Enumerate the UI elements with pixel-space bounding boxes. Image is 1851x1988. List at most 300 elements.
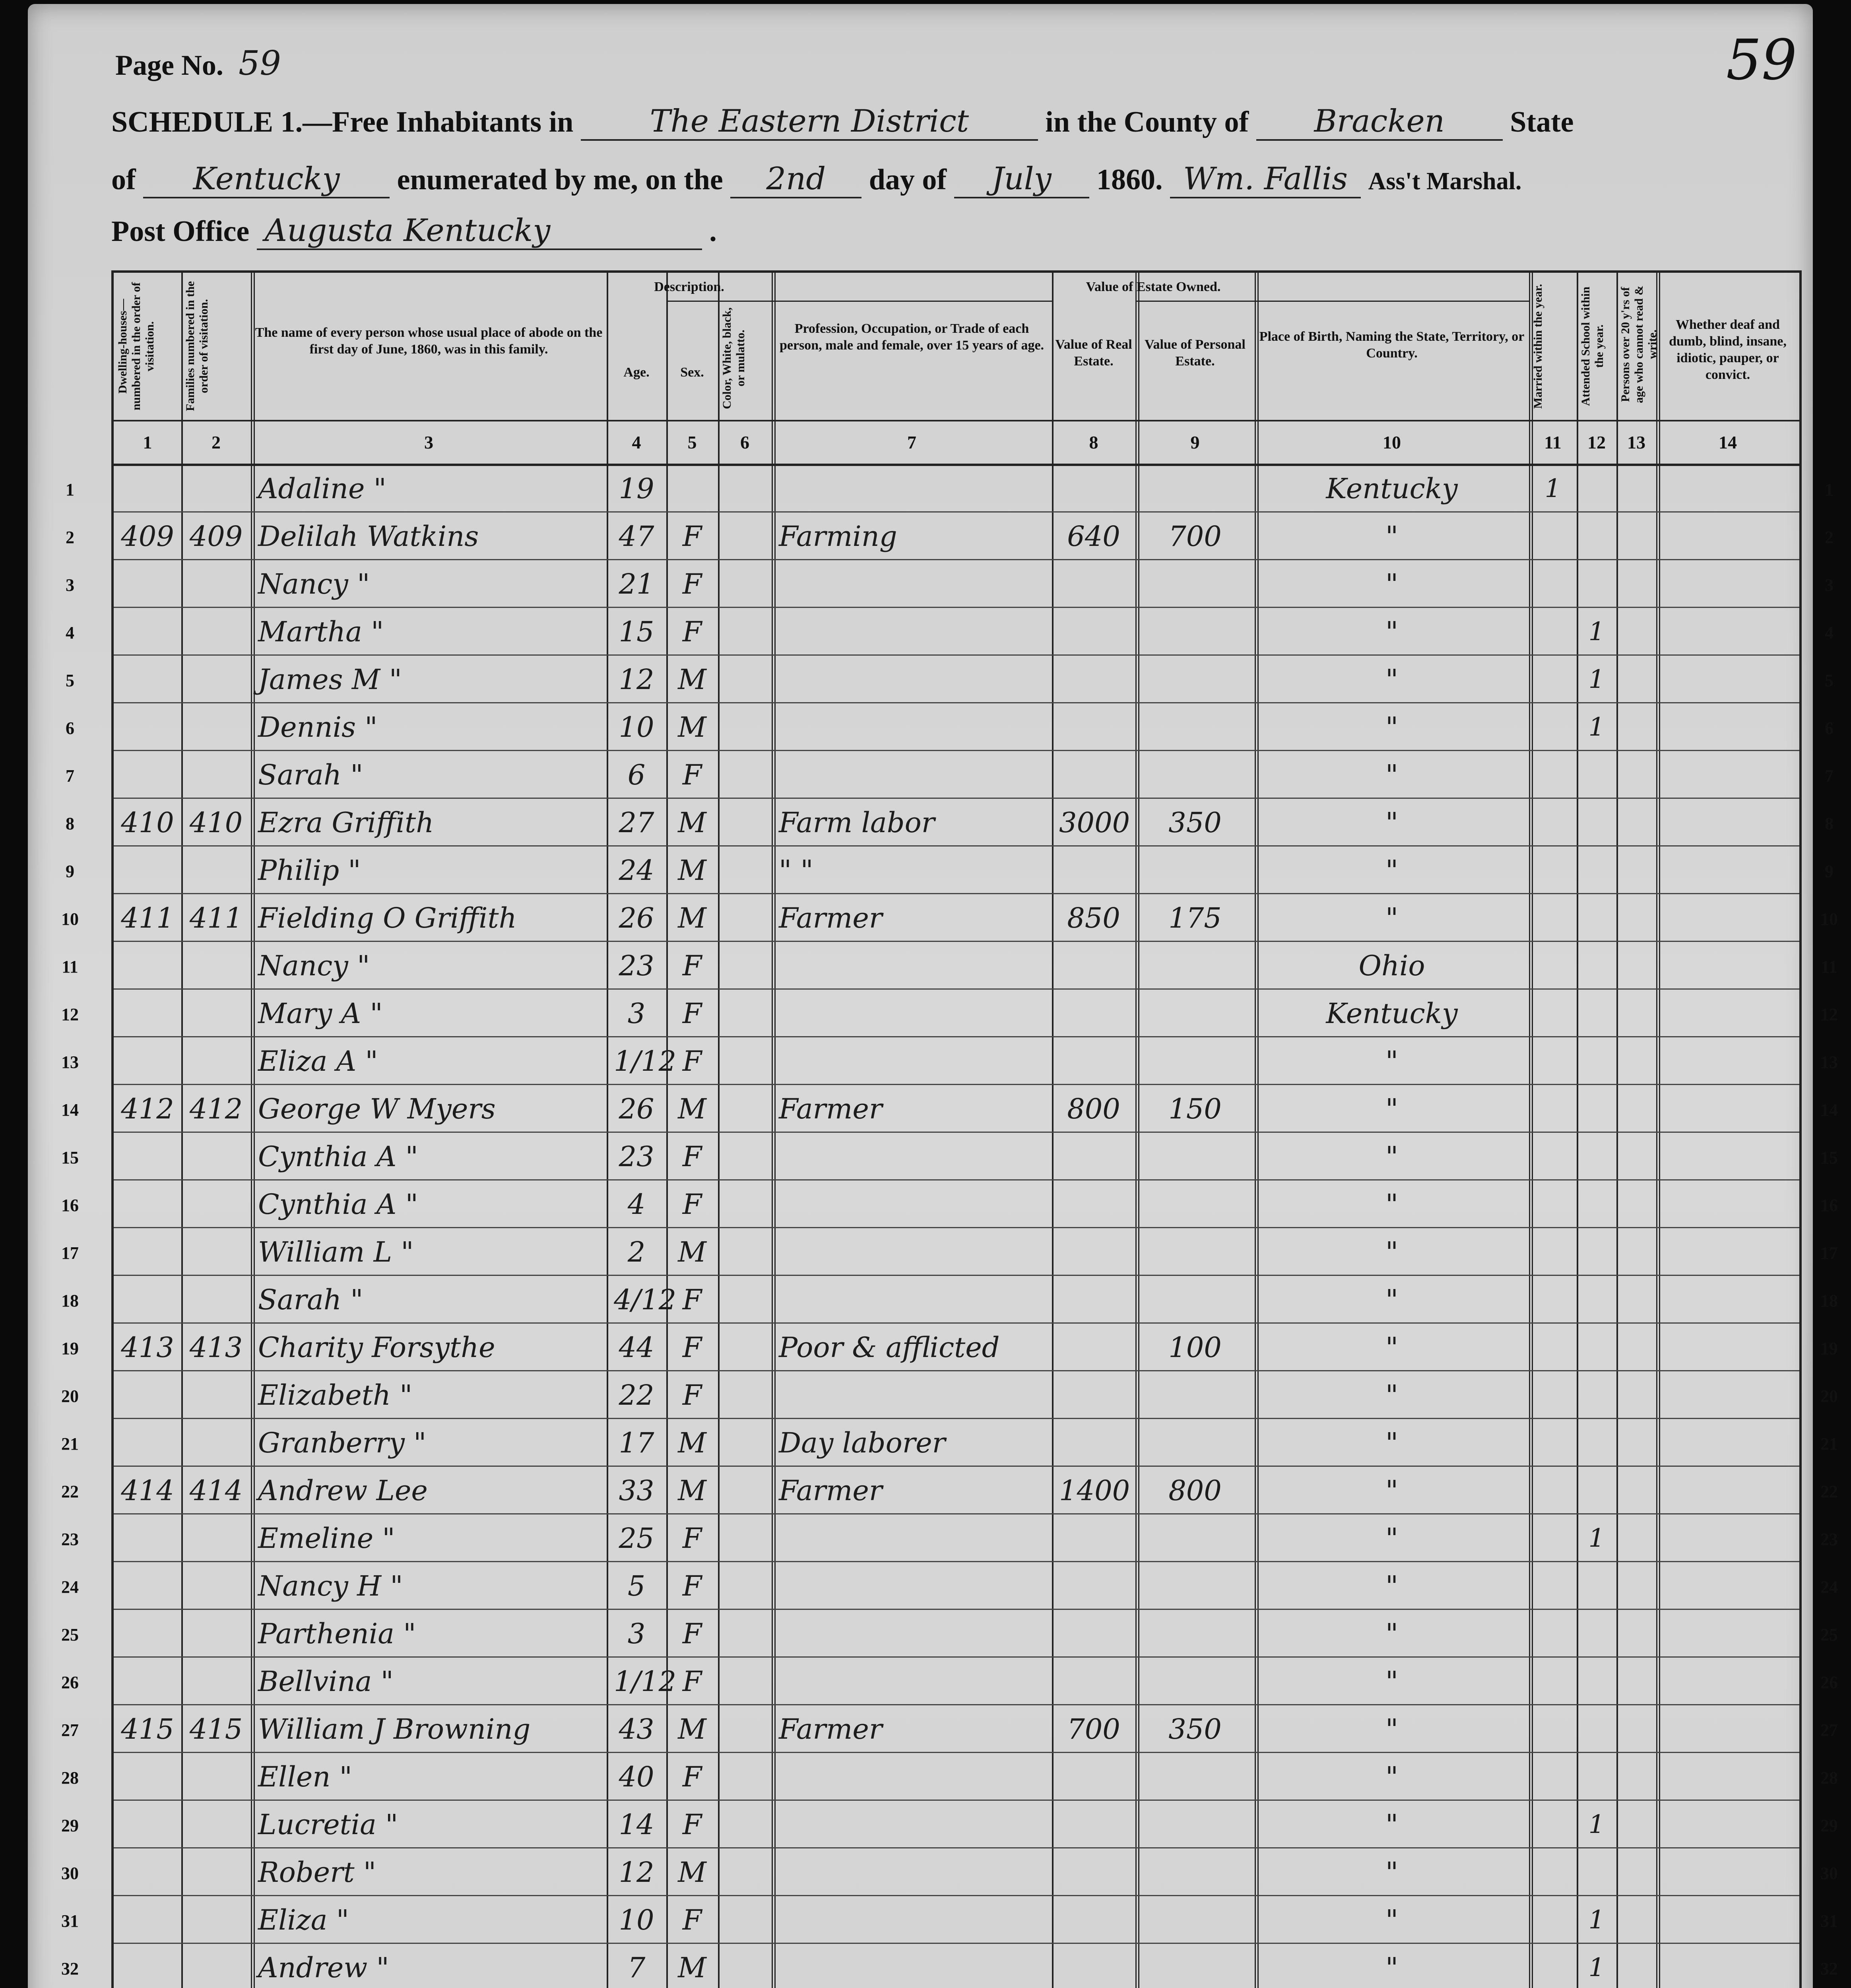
row-rule (114, 1513, 1799, 1514)
row-number-right: 26 (1820, 1673, 1838, 1692)
cell-s: 1 (1588, 617, 1605, 646)
column-rule (251, 273, 255, 1988)
column-header-c9: Value of Personal Estate. (1145, 337, 1246, 369)
cell-birth: " (1385, 615, 1399, 648)
column-number: 8 (1089, 432, 1098, 452)
cell-birth: " (1385, 1713, 1399, 1745)
column-rule (1616, 273, 1618, 1988)
row-rule (114, 1322, 1799, 1324)
row-number-right: 5 (1825, 671, 1834, 690)
marshal-label: Ass't Marshal. (1368, 168, 1522, 195)
column-rule (1577, 273, 1578, 1988)
cell-sex: M (678, 1474, 706, 1507)
row-rule (114, 702, 1799, 703)
row-number-left: 10 (61, 909, 79, 929)
row-number-left: 25 (61, 1625, 79, 1644)
row-rule (114, 1370, 1799, 1371)
post-office-label: Post Office (111, 215, 250, 248)
cell-birth: " (1385, 1951, 1399, 1984)
cell-sex: F (682, 568, 702, 600)
column-number: 13 (1627, 432, 1645, 452)
row-number-left: 32 (61, 1959, 79, 1978)
schedule-title: SCHEDULE 1.—Free Inhabitants in (111, 106, 574, 138)
column-number: 4 (632, 432, 641, 452)
row-number-right: 15 (1820, 1148, 1838, 1167)
row-number-right: 27 (1820, 1720, 1838, 1740)
cell-sex: F (682, 1045, 702, 1077)
cell-birth: " (1385, 854, 1399, 887)
cell-sex: F (682, 1808, 702, 1841)
cell-sex: F (682, 615, 702, 648)
column-number: 1 (143, 432, 152, 452)
cell-birth: " (1385, 1236, 1399, 1268)
cell-age: 1/12 (614, 1665, 677, 1698)
row-number-left: 2 (66, 528, 74, 547)
column-rule (1529, 273, 1533, 1988)
cell-fam: 409 (189, 520, 243, 553)
row-number-left: 17 (61, 1243, 79, 1263)
cell-age: 17 (619, 1427, 654, 1459)
cell-fam: 410 (189, 806, 243, 839)
cell-age: 2 (627, 1236, 646, 1268)
column-header-c3: The name of every person whose usual place of abode on the first day of June, 1860, was in this family. (255, 325, 603, 357)
cell-age: 24 (619, 854, 654, 887)
enumeration-line (111, 161, 1521, 198)
row-number-left: 29 (61, 1816, 79, 1835)
row-number-right: 9 (1825, 862, 1834, 881)
cell-dw: 413 (121, 1331, 174, 1364)
enumerated-label: enumerated by me, on the (397, 163, 723, 196)
cell-age: 26 (619, 1093, 654, 1125)
cell-birth: " (1385, 1093, 1399, 1125)
cell-name: Bellvina " (258, 1665, 394, 1698)
schedule-line (111, 103, 1574, 141)
cell-sex: M (678, 1856, 706, 1889)
page-number: 59 (238, 44, 281, 83)
cell-age: 5 (627, 1570, 646, 1602)
cell-name: Eliza A " (258, 1045, 378, 1077)
cell-real: 800 (1067, 1093, 1120, 1125)
cell-sex: M (678, 1713, 706, 1745)
row-number-right: 3 (1825, 575, 1834, 595)
row-rule (114, 988, 1799, 990)
cell-sex: M (678, 1427, 706, 1459)
row-rule (114, 1466, 1799, 1467)
cell-birth: " (1385, 1617, 1399, 1650)
state-value: Kentucky (143, 161, 390, 198)
cell-age: 3 (627, 1617, 646, 1650)
cell-birth: " (1385, 1570, 1399, 1602)
cell-age: 4 (627, 1188, 646, 1221)
cell-age: 6 (627, 759, 646, 791)
county-value: Bracken (1256, 103, 1503, 141)
cell-name: Ezra Griffith (258, 806, 434, 839)
cell-age: 27 (619, 806, 654, 839)
cell-real: 640 (1067, 520, 1120, 553)
row-number-left: 4 (66, 623, 74, 643)
cell-birth: " (1385, 711, 1399, 744)
cell-sex: F (682, 1570, 702, 1602)
row-rule (114, 1227, 1799, 1228)
cell-sex: F (682, 997, 702, 1030)
cell-fam: 415 (189, 1713, 243, 1745)
cell-name: Elizabeth " (258, 1379, 413, 1411)
cell-name: Sarah " (258, 1283, 363, 1316)
cell-name: Cynthia A " (258, 1188, 418, 1221)
cell-sex: F (682, 1140, 702, 1173)
cell-name: Martha " (258, 615, 384, 648)
cell-age: 33 (619, 1474, 654, 1507)
cell-sex: F (682, 1188, 702, 1221)
cell-dw: 411 (121, 902, 174, 934)
cell-age: 12 (619, 663, 654, 696)
cell-age: 44 (619, 1331, 654, 1364)
row-number-right: 11 (1821, 957, 1837, 977)
cell-birth: " (1385, 1856, 1399, 1889)
census-sheet (28, 4, 1838, 1988)
cell-sex: F (682, 1331, 702, 1364)
cell-name: William L " (258, 1236, 414, 1268)
cell-age: 4/12 (614, 1283, 677, 1316)
cell-occ: " " (779, 854, 813, 887)
column-header-c2: Families numbered in the order of visitation. (184, 281, 210, 412)
cell-birth: " (1385, 663, 1399, 696)
row-number-left: 14 (61, 1100, 79, 1120)
cell-name: Philip " (258, 854, 361, 887)
cell-occ: Farmer (779, 1474, 883, 1507)
row-number-right: 14 (1820, 1100, 1838, 1120)
cell-s: 1 (1588, 1524, 1605, 1553)
cell-sex: F (682, 949, 702, 982)
day-value: 2nd (730, 161, 861, 198)
row-number-right: 16 (1820, 1196, 1838, 1215)
cell-occ: Farming (779, 520, 897, 553)
day-label: day of (869, 163, 947, 196)
cell-sex: F (682, 1522, 702, 1555)
column-header-c14: Whether deaf and dumb, blind, insane, idiotic, pauper, or convict. (1669, 317, 1787, 382)
column-rule (718, 273, 720, 1988)
row-number-left: 7 (66, 766, 74, 786)
cell-age: 25 (619, 1522, 654, 1555)
row-number-left: 19 (61, 1339, 79, 1358)
cell-name: Ellen " (258, 1761, 352, 1793)
column-rule (1656, 273, 1660, 1988)
column-number: 12 (1587, 432, 1606, 452)
cell-birth: " (1385, 1427, 1399, 1459)
cell-s: 1 (1588, 1810, 1605, 1839)
cell-pers: 800 (1168, 1474, 1222, 1507)
cell-sex: M (678, 1093, 706, 1125)
row-rule (114, 1704, 1799, 1705)
row-number-left: 5 (66, 671, 74, 690)
row-rule (114, 511, 1799, 513)
row-number-right: 17 (1820, 1243, 1838, 1263)
cell-name: Fielding O Griffith (258, 902, 517, 934)
cell-name: Cynthia A " (258, 1140, 418, 1173)
cell-name: Parthenia " (258, 1617, 416, 1650)
cell-fam: 414 (189, 1474, 243, 1507)
cell-age: 19 (619, 472, 654, 505)
column-number: 5 (687, 432, 697, 452)
cell-name: Delilah Watkins (258, 520, 479, 553)
row-number-left: 28 (61, 1768, 79, 1788)
row-number-right: 24 (1820, 1577, 1838, 1597)
row-number-left: 15 (61, 1148, 79, 1167)
cell-sex: M (678, 854, 706, 887)
cell-age: 1/12 (614, 1045, 677, 1077)
row-number-right: 2 (1825, 528, 1834, 547)
number-row-rule (114, 464, 1799, 466)
row-number-right: 8 (1825, 814, 1834, 833)
row-number-right: 21 (1820, 1434, 1838, 1454)
row-rule (114, 607, 1799, 608)
cell-real: 700 (1067, 1713, 1120, 1745)
cell-name: James M " (258, 663, 402, 696)
cell-birth: " (1385, 1474, 1399, 1507)
column-header-c7: Profession, Occupation, or Trade of each person, male and female, over 15 years of age. (779, 321, 1044, 353)
year-value: 1860. (1096, 163, 1163, 196)
post-office-value: Augusta Kentucky (257, 213, 702, 250)
row-number-left: 9 (66, 862, 74, 881)
row-number-right: 13 (1820, 1052, 1838, 1072)
row-number-left: 31 (61, 1911, 79, 1931)
cell-age: 26 (619, 902, 654, 934)
county-label: in the County of (1045, 106, 1249, 138)
cell-sex: M (678, 1951, 706, 1984)
cell-sex: M (678, 806, 706, 839)
row-number-left: 24 (61, 1577, 79, 1597)
cell-birth: " (1385, 1283, 1399, 1316)
cell-occ: Day laborer (779, 1427, 946, 1459)
cell-age: 7 (627, 1951, 646, 1984)
cell-name: Emeline " (258, 1522, 395, 1555)
row-rule (114, 1609, 1799, 1610)
row-number-right: 31 (1820, 1911, 1838, 1931)
row-number-right: 7 (1825, 766, 1834, 786)
cell-birth: Kentucky (1326, 997, 1458, 1030)
row-rule (114, 1800, 1799, 1801)
row-number-left: 16 (61, 1196, 79, 1215)
cell-s: 1 (1588, 665, 1605, 694)
column-number: 2 (211, 432, 221, 452)
row-number-right: 6 (1825, 718, 1834, 738)
cell-birth: " (1385, 1761, 1399, 1793)
cell-dw: 409 (121, 520, 174, 553)
row-rule (114, 1084, 1799, 1085)
row-rule (114, 1036, 1799, 1037)
row-number-left: 11 (62, 957, 78, 977)
cell-name: Charity Forsythe (258, 1331, 495, 1364)
cell-dw: 415 (121, 1713, 174, 1745)
cell-sex: F (682, 1904, 702, 1936)
row-number-left: 1 (66, 480, 74, 499)
column-rule (607, 273, 608, 1988)
cell-sex: F (682, 1665, 702, 1698)
cell-birth: " (1385, 520, 1399, 553)
row-number-left: 12 (61, 1005, 79, 1024)
cell-fam: 412 (189, 1093, 243, 1125)
row-rule (114, 1275, 1799, 1276)
column-header-c4: Age. (623, 365, 650, 380)
cell-name: George W Myers (258, 1093, 496, 1125)
cell-sex: F (682, 1283, 702, 1316)
row-number-right: 25 (1820, 1625, 1838, 1644)
row-number-left: 26 (61, 1673, 79, 1692)
cell-real: 3000 (1059, 806, 1130, 839)
column-rule (181, 273, 183, 1988)
cell-name: Andrew Lee (258, 1474, 428, 1507)
cell-age: 23 (619, 1140, 654, 1173)
marshal-name: Wm. Fallis (1170, 161, 1361, 198)
row-rule (114, 1561, 1799, 1562)
column-header-c5: Sex. (680, 365, 704, 380)
row-rule (114, 750, 1799, 751)
cell-birth: Kentucky (1326, 472, 1458, 505)
column-rule (666, 273, 668, 1988)
cell-sex: M (678, 902, 706, 934)
cell-sex: F (682, 759, 702, 791)
row-number-left: 21 (61, 1434, 79, 1454)
row-number-left: 27 (61, 1720, 79, 1740)
description-rule (666, 301, 1052, 302)
cell-age: 12 (619, 1856, 654, 1889)
row-number-right: 29 (1820, 1816, 1838, 1835)
column-number: 14 (1719, 432, 1737, 452)
cell-m: 1 (1544, 474, 1561, 503)
cell-age: 23 (619, 949, 654, 982)
cell-name: Eliza " (258, 1904, 349, 1936)
cell-pers: 150 (1168, 1093, 1222, 1125)
row-number-right: 32 (1820, 1959, 1838, 1978)
cell-name: Robert " (258, 1856, 376, 1889)
row-rule (114, 1656, 1799, 1658)
cell-occ: Farmer (779, 1713, 883, 1745)
cell-birth: " (1385, 1140, 1399, 1173)
cell-birth: " (1385, 759, 1399, 791)
cell-fam: 411 (189, 902, 243, 934)
cell-occ: Farmer (779, 1093, 883, 1125)
month-value: July (954, 161, 1089, 198)
column-rule (1255, 273, 1259, 1988)
row-number-right: 20 (1820, 1386, 1838, 1406)
row-number-right: 10 (1820, 909, 1838, 929)
cell-dw: 414 (121, 1474, 174, 1507)
row-rule (114, 1752, 1799, 1753)
cell-birth: " (1385, 1379, 1399, 1411)
column-number: 6 (740, 432, 749, 452)
of-label: of (111, 163, 136, 196)
cell-name: William J Browning (258, 1713, 531, 1745)
cell-occ: Poor & afflicted (779, 1331, 1000, 1364)
cell-real: 850 (1067, 902, 1120, 934)
row-rule (114, 654, 1799, 656)
cell-name: Granberry " (258, 1427, 427, 1459)
cell-age: 14 (619, 1808, 654, 1841)
column-header-c11: Married within the year. (1531, 284, 1544, 409)
cell-real: 1400 (1059, 1474, 1130, 1507)
cell-sex: F (682, 1617, 702, 1650)
column-header-c1: Dwelling-houses—numbered in the order of visitation. (116, 282, 156, 411)
cell-age: 47 (619, 520, 654, 553)
cell-age: 10 (619, 1904, 654, 1936)
row-number-right: 1 (1825, 480, 1834, 499)
row-rule (114, 798, 1799, 799)
page-label-text: Page No. (115, 49, 223, 81)
row-number-left: 20 (61, 1386, 79, 1406)
row-rule (114, 1418, 1799, 1419)
district-value: The Eastern District (581, 103, 1038, 141)
row-number-left: 13 (61, 1052, 79, 1072)
row-number-right: 30 (1820, 1864, 1838, 1883)
cell-sex: M (678, 663, 706, 696)
cell-s: 1 (1588, 712, 1605, 742)
row-number-left: 18 (61, 1291, 79, 1310)
row-rule (114, 1895, 1799, 1896)
row-rule (114, 1179, 1799, 1180)
post-office-end: . (709, 215, 717, 248)
row-number-right: 22 (1820, 1482, 1838, 1501)
row-rule (114, 1132, 1799, 1133)
cell-pers: 100 (1168, 1331, 1222, 1364)
cell-age: 40 (619, 1761, 654, 1793)
cell-birth: " (1385, 1904, 1399, 1936)
cell-birth: " (1385, 1045, 1399, 1077)
cell-name: Dennis " (258, 711, 378, 744)
cell-age: 15 (619, 615, 654, 648)
cell-pers: 175 (1168, 902, 1222, 934)
cell-dw: 410 (121, 806, 174, 839)
row-number-left: 23 (61, 1530, 79, 1549)
column-rule (772, 273, 776, 1988)
column-header-c10: Place of Birth, Naming the State, Territory, or Country. (1259, 329, 1525, 361)
row-rule (114, 941, 1799, 942)
post-office-line (111, 213, 717, 250)
cell-birth: " (1385, 1665, 1399, 1698)
row-number-left: 22 (61, 1482, 79, 1501)
cell-fam: 413 (189, 1331, 243, 1364)
row-number-left: 8 (66, 814, 74, 833)
column-rule (1052, 273, 1054, 1988)
cell-birth: " (1385, 806, 1399, 839)
census-table (61, 270, 1838, 1988)
cell-dw: 412 (121, 1093, 174, 1125)
column-number: 11 (1544, 432, 1562, 452)
cell-s: 1 (1588, 1953, 1605, 1982)
row-number-right: 12 (1820, 1005, 1838, 1024)
column-header-c13: Persons over 20 y'rs of age who cannot read & write. (1619, 285, 1659, 404)
corner-page-number: 59 (1726, 28, 1797, 93)
cell-birth: " (1385, 1188, 1399, 1221)
column-header-c12: Attended School within the year. (1579, 286, 1606, 406)
row-number-left: 6 (66, 718, 74, 738)
page-label (115, 44, 281, 83)
cell-age: 21 (619, 568, 654, 600)
cell-birth: Ohio (1358, 949, 1425, 982)
cell-birth: " (1385, 1331, 1399, 1364)
cell-pers: 350 (1168, 1713, 1222, 1745)
cell-birth: " (1385, 1522, 1399, 1555)
cell-s: 1 (1588, 1905, 1605, 1935)
cell-name: Lucretia " (258, 1808, 398, 1841)
row-rule (114, 845, 1799, 846)
cell-pers: 700 (1168, 520, 1222, 553)
cell-occ: Farm labor (779, 806, 935, 839)
cell-occ: Farmer (779, 902, 883, 934)
cell-age: 3 (627, 997, 646, 1030)
cell-name: Adaline " (258, 472, 386, 505)
row-number-right: 23 (1820, 1530, 1838, 1549)
cell-sex: M (678, 1236, 706, 1268)
